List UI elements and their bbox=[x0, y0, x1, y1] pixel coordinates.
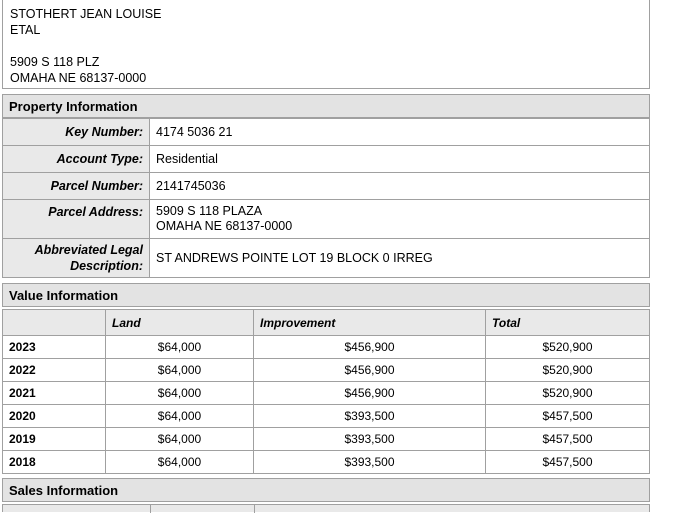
table-row bbox=[3, 451, 650, 474]
sales-column-divider bbox=[150, 505, 151, 513]
value-header-improvement: Improvement bbox=[254, 310, 486, 336]
legal-label-line1: Abbreviated Legal bbox=[34, 243, 143, 257]
total-cell: $457,500 bbox=[486, 428, 650, 451]
property-row-account bbox=[3, 146, 650, 173]
owner-box bbox=[2, 0, 650, 89]
land-cell: $64,000 bbox=[106, 336, 254, 359]
value-header-land: Land bbox=[106, 310, 254, 336]
sales-column-divider bbox=[254, 505, 255, 513]
owner-address-line1: 5909 S 118 PLZ bbox=[10, 55, 100, 69]
key-number-label: Key Number: bbox=[3, 119, 150, 146]
improvement-cell: $393,500 bbox=[254, 405, 486, 428]
property-row-key bbox=[3, 119, 650, 146]
table-row bbox=[3, 336, 650, 359]
total-cell: $457,500 bbox=[486, 451, 650, 474]
improvement-cell: $393,500 bbox=[254, 451, 486, 474]
parcel-address-line1: 5909 S 118 PLAZA bbox=[156, 204, 263, 218]
value-header-row bbox=[3, 310, 650, 336]
year-cell: 2020 bbox=[3, 405, 106, 428]
year-cell: 2019 bbox=[3, 428, 106, 451]
key-number-value: 4174 5036 21 bbox=[150, 119, 650, 146]
value-info-header: Value Information bbox=[2, 283, 650, 307]
year-cell: 2022 bbox=[3, 359, 106, 382]
account-type-value: Residential bbox=[150, 146, 650, 173]
property-row-parcel bbox=[3, 173, 650, 200]
legal-label-line2: Description: bbox=[70, 259, 143, 273]
land-cell: $64,000 bbox=[106, 451, 254, 474]
property-info-header: Property Information bbox=[2, 94, 650, 118]
land-cell: $64,000 bbox=[106, 405, 254, 428]
parcel-number-value: 2141745036 bbox=[150, 173, 650, 200]
parcel-address-label: Parcel Address: bbox=[3, 200, 150, 239]
land-cell: $64,000 bbox=[106, 428, 254, 451]
year-cell: 2018 bbox=[3, 451, 106, 474]
parcel-address-line2: OMAHA NE 68137-0000 bbox=[156, 219, 293, 233]
value-info-table bbox=[2, 309, 650, 474]
year-cell: 2021 bbox=[3, 382, 106, 405]
sales-info-header: Sales Information bbox=[2, 478, 650, 502]
land-cell: $64,000 bbox=[106, 382, 254, 405]
property-row-address bbox=[3, 200, 650, 239]
total-cell: $520,900 bbox=[486, 336, 650, 359]
parcel-address-value bbox=[150, 200, 650, 239]
parcel-number-label: Parcel Number: bbox=[3, 173, 150, 200]
table-row bbox=[3, 428, 650, 451]
improvement-cell: $393,500 bbox=[254, 428, 486, 451]
property-info-table bbox=[2, 118, 650, 278]
owner-name-line1: STOTHERT JEAN LOUISE bbox=[10, 7, 162, 21]
value-header-year bbox=[3, 310, 106, 336]
total-cell: $520,900 bbox=[486, 359, 650, 382]
legal-description-label bbox=[3, 239, 150, 278]
table-row bbox=[3, 382, 650, 405]
table-row bbox=[3, 359, 650, 382]
account-type-label: Account Type: bbox=[3, 146, 150, 173]
property-row-legal bbox=[3, 239, 650, 278]
improvement-cell: $456,900 bbox=[254, 382, 486, 405]
land-cell: $64,000 bbox=[106, 359, 254, 382]
improvement-cell: $456,900 bbox=[254, 336, 486, 359]
total-cell: $520,900 bbox=[486, 382, 650, 405]
legal-description-value: ST ANDREWS POINTE LOT 19 BLOCK 0 IRREG bbox=[150, 239, 650, 278]
value-header-total: Total bbox=[486, 310, 650, 336]
improvement-cell: $456,900 bbox=[254, 359, 486, 382]
owner-address-line2: OMAHA NE 68137-0000 bbox=[10, 71, 147, 85]
owner-name-line2: ETAL bbox=[10, 23, 41, 37]
table-row bbox=[3, 405, 650, 428]
sales-table-top bbox=[2, 504, 650, 512]
total-cell: $457,500 bbox=[486, 405, 650, 428]
year-cell: 2023 bbox=[3, 336, 106, 359]
